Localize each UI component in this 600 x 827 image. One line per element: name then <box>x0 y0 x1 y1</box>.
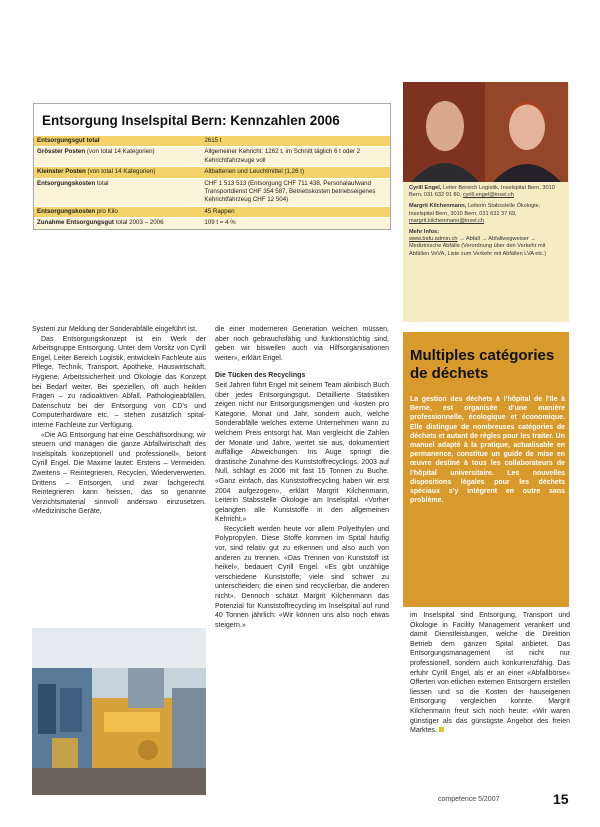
paragraph: Seit Jahren führt Engel mit seinem Team akribisch Buch über jedes Entsorgungsgut. Detaillierte Statistiken zeigen nicht nur Entsorgungsmengen und -kosten pro Kategorie, Monat und Jahr, sondern auch, welche Sonderabfälle welches externe Unternehmen wann zu welchem Preis entsorgt hat. Man vergleicht die Zahlen der Monate und Jahre, wertet sie aus, dokumentiert auffällige Abweichungen. Ins Auge springt die drastische Zunahme des Kunststoffrecyclings. 2003 auf Null, schlägt es 2006 mit fast 15 Tonnen zu Buche. «Ganz einfach, das Kunststoffrecycling haben wir erst 2004 aufgezogen», erklärt Margrit Kilchenmann, Leiterin Stabsstelle Ökologie am Inselspital. «Vorher gelangten alle Kunststoffe in den allgemeinen Kehricht.» <box>215 381 389 524</box>
table-row <box>34 136 390 147</box>
paragraph: System zur Meldung der Sonderabfälle eingeführt ist. <box>32 326 197 333</box>
hospital-photo <box>32 628 206 795</box>
table-label-cell <box>34 167 201 178</box>
more-info-text: → Abfall → Abfallwegweiser → Medizinische Abfälle (Verordnung über den Verkehr mit Abfällen VeVA, Liste zum Verkehr mit Abfällen LVA etc.) <box>409 236 547 257</box>
person1-email[interactable]: cyrill.engel@insel.ch <box>462 192 514 199</box>
end-mark-icon <box>439 727 444 732</box>
article-column-2 <box>215 325 389 630</box>
more-info-link[interactable]: www.bafu.admin.ch <box>409 236 458 243</box>
paragraph: die einer moderneren Generation weichen müssen, aber noch gebrauchsfähig und funktionstüchtig sind, geben wir bisweilen auch via Hilfsorganisationen weiter», erklärt Engel. <box>215 326 389 362</box>
kennzahlen-table <box>33 103 391 230</box>
person2-name: Margrit Kilchenmann, <box>409 203 467 210</box>
article-column-3 <box>410 611 570 736</box>
person2-email[interactable]: margrit.kilchenmann@insel.ch <box>409 217 485 224</box>
table-row <box>34 167 390 178</box>
table-label-rest: total 2003 – 2006 <box>114 219 164 227</box>
section-heading: Die Tücken des Recyclings <box>215 372 306 380</box>
person2-desc: Leiterin Stabsstelle Ökologie, Inselspital Bern, 3010 Bern, 031 632 37 69, <box>409 203 541 217</box>
table-row <box>34 178 390 206</box>
portrait-photos <box>403 82 568 182</box>
table-value-cell: 45 Rappen <box>201 206 390 217</box>
table-label-cell <box>34 206 201 217</box>
table-label-bold: Entsorgungskosten <box>37 207 96 215</box>
person1-desc: Leiter Bereich Logistik, Inselspital Bern, 3010 Bern, 031 632 91 80, <box>409 185 555 199</box>
table-value-cell: Altbatterien und Leuchtmittel (1,26 t) <box>201 167 390 178</box>
table-label-bold: Kleinster Posten <box>37 168 86 176</box>
table-label-bold: Zunahme Entsorgungsgut <box>37 219 114 227</box>
paragraph: Recyclieft werden heute vor allem Polyethylen und Polypropylen. Diese Stoffe kommen im Spital häufig vor, sind relativ gut zu erkennen und also auch von anderen zu trennen. «Das Trennen von Kunststoff ist heikel», bedauert Cyrill Engel. «Es gibt unzählige verschiedene Kunststoffe; viele sind schwer zu unterscheiden; die einen sind recyclierbar, die anderen nicht». Dennoch schätzt Margrit Kilchenmann das Potenzial für Kunststoffrecycling im Inselspital auf rund 40 Tonnen jährlich: «Wir können uns also noch etwas steigern.» <box>215 525 389 629</box>
table-value-cell: Allgemeiner Kehricht: 1262 t, im Schnitt täglich 6 t oder 2 Kehrichtfahrzeuge voll <box>201 147 390 167</box>
paragraph <box>410 611 570 736</box>
table-label-bold: Entsorgungsgut total <box>37 137 100 144</box>
table-title: Entsorgung Inselspital Bern: Kennzahlen 2006 <box>42 113 340 128</box>
french-title: Multiples catégories de déchets <box>410 347 555 382</box>
person1-name: Cyrill Engel, <box>409 185 442 191</box>
table-label-bold: Entsorgungskosten <box>37 179 96 187</box>
table-value-cell: 2615 t <box>201 136 390 147</box>
page-number: 15 <box>553 791 569 807</box>
table-label-rest: (von total 14 Kategorien) <box>85 148 155 156</box>
paragraph: «Die AG Entsorgung hat eine Geschäftsordnung; wir steuern und managen die ganze Abfallwirtschaft des Inselspitals konzeptionell und professionell», betont Cyrill Engel. Die Maxime lautet: Erstens – Vermeiden. Zweitens – Reintegrieren, Recyclen, Wiederverwerten. Drittens – Entsorgen, und zwar fachgerecht. Reintegrieren kann heissen, das so genannte Verzichtsmaterial sinnvoll anderswo einzusetzen. «Medizinische Geräte, <box>32 431 206 516</box>
table-label-rest: total <box>95 179 109 187</box>
magazine-footer: competence 5/2007 <box>438 796 500 803</box>
table-row <box>34 147 390 167</box>
more-info-label: Mehr Infos: <box>409 229 440 236</box>
table-label-bold: Grösster Posten <box>37 148 86 156</box>
contact-info <box>409 185 565 262</box>
table-label-cell <box>34 178 201 206</box>
table-row <box>34 218 390 229</box>
french-body: La gestion des déchets à l’hôpital de l’Ile à Berne, est organisée d’une manière professionnelle, écologique et économique. Elle distingue de nombreuses catégories de déchets et autant de règles pour les traiter. Un manuel adapté à la pratique, actualisable en permanence, constitue un guide de mise en œuvre destiné à tous les collaborateurs de l’hôpital universitaire. Les nouvelles dispositions légales pour les déchets spéciaux s’y intègrent en outre sans problème. <box>410 396 565 505</box>
table-row <box>34 206 390 217</box>
table-value-cell: CHF 1 513 513 (Entsorgung CHF 711 438, Personalaufwand Transportdienst CHF 354 587, Betriebskosten betriebseigenes Kehrichtfahrzeug CHF 12 504) <box>201 178 390 206</box>
table-label-rest: (von total 14 Kategorien) <box>85 168 156 176</box>
paragraph-text: im Inselspital sind Entsorgung, Transport und Ökologie in Facility Management verankert und damit Dienstleistungen, welche die Direktion Betrieb dem ganzen Spital anbietet. Das Entsorgungsmanagement ist nicht nur professionell, sondern auch konkurrenzfähig. Das erfuhr Cyrill Engel, als er an einer «Abfallbörse» Offerten von etlichen externen Entsorgern erstellen liessen und so die Kosten der hauseigenen Entsorgung vergleichen konnte. Margrit Kilchenmann freut sich noch heute: «Wir waren günstiger als das günstigste Angebot des freien Marktes. <box>410 612 570 735</box>
table-label-cell <box>34 218 201 229</box>
table-label-rest: pro Kilo <box>95 207 118 215</box>
table-value-cell: 109 t = 4 % <box>201 218 390 229</box>
article-column-1 <box>32 325 206 517</box>
paragraph: Das Entsorgungskonzept ist ein Werk der Arbeitsgruppe Entsorgung. Unter dem Vorsitz von Cyrill Engel, Leiter Bereich Logistik, entwickeln Fachleute aus Pflege, Technik, Transport, Apotheke, Hauswirtschaft, Hygiene, Arbeitssicherheit und Ökologie das Konzept bei Bedarf weiter. Bei speziellen, oft auch heiklen Fragen – zu radioaktiven Abfall, Pathologieabfällen, Datenschutz bei der Entsorgung von CD’s und Computerhardware etc. – stehen zusätzlich spital-interne Fachleute zur Verfügung. <box>32 335 206 429</box>
table-label-cell <box>34 147 201 167</box>
table-label-cell <box>34 136 201 147</box>
